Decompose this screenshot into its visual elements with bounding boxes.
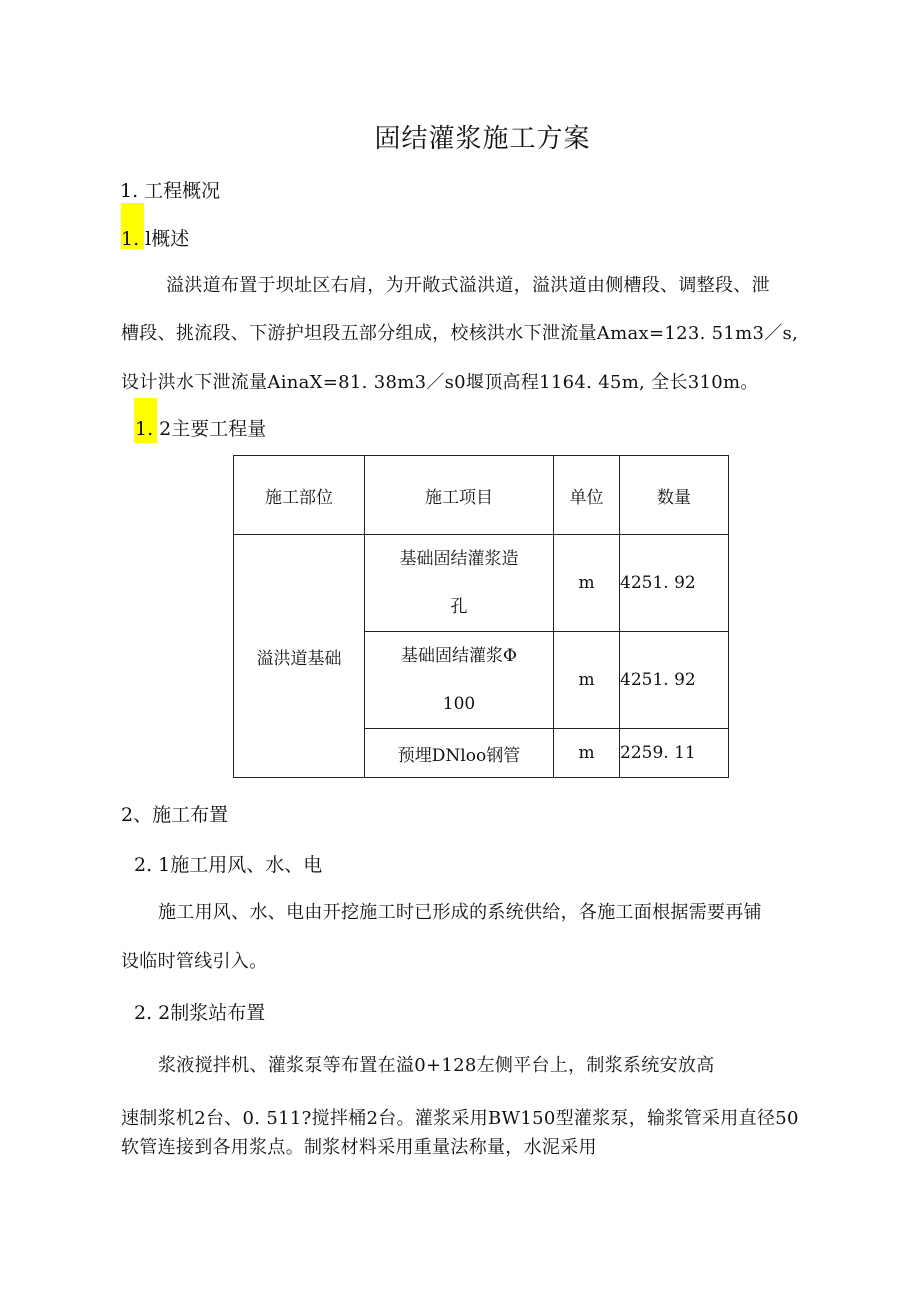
- overview-paragraph-line-1: 溢洪道布置于坝址区右肩，为开敞式溢洪道，溢洪道由侧槽段、调整段、泄: [166, 275, 770, 296]
- item-text-line: 基础固结灌浆造: [399, 549, 519, 569]
- quantity-cell: 2259. 11: [620, 729, 729, 778]
- mixing-station-paragraph-line-1: 浆液搅拌机、灌浆泵等布置在溢0+128左侧平台上，制浆系统安放高: [158, 1055, 715, 1076]
- quantities-table: [233, 455, 729, 778]
- construction-location-cell: 溢洪道基础: [234, 535, 365, 778]
- overview-paragraph-line-2: 槽段、挑流段、下游护坦段五部分组成，校核洪水下泄流量Amax=123. 51m3／s,: [121, 323, 799, 344]
- mixing-station-paragraph-line-2: 速制浆机2台、0. 511?搅拌桶2台。灌浆采用BW150型灌浆泵，输浆管采用直径50: [121, 1108, 799, 1129]
- utilities-paragraph-line-1: 施工用风、水、电由开挖施工时已形成的系统供给，各施工面根据需要再铺: [158, 902, 762, 923]
- table-header-cell: 施工部位: [234, 456, 365, 535]
- utilities-paragraph-line-2: 设临时管线引入。: [121, 951, 268, 972]
- item-cell: [365, 632, 554, 729]
- subsection-2-1-heading: 2. 1施工用风、水、电: [134, 854, 323, 876]
- table-header-row: [234, 456, 729, 535]
- unit-cell: m: [554, 535, 620, 632]
- item-cell: 预埋DNloo钢管: [365, 729, 554, 778]
- unit-cell: m: [554, 632, 620, 729]
- subsection-1-1-heading: 1. l概述: [121, 228, 190, 250]
- quantity-cell: 4251. 92: [620, 632, 729, 729]
- subsection-2-2-heading: 2. 2制浆站布置: [134, 1002, 266, 1024]
- quantity-cell: 4251. 92: [620, 535, 729, 632]
- table-row: [234, 535, 729, 632]
- table-header-cell: 数量: [620, 456, 729, 535]
- overview-paragraph-line-3: 设计洪水下泄流量AinaX=81. 38m3／s0堰顶高程1164. 45m, 全长310m。: [121, 372, 759, 393]
- table-header-cell: 单位: [554, 456, 620, 535]
- mixing-station-paragraph-line-3: 软管连接到各用浆点。制浆材料采用重量法称量，水泥采用: [121, 1137, 597, 1158]
- item-text-line: 孔: [450, 597, 468, 617]
- section-1-heading: 1. 工程概况: [120, 180, 221, 202]
- subsection-1-2-heading: 1. 2主要工程量: [135, 418, 267, 440]
- item-text-line: 基础固结灌浆Φ: [401, 646, 517, 666]
- document-title: 固结灌浆施工方案: [374, 124, 591, 154]
- item-cell: [365, 535, 554, 632]
- section-2-heading: 2、施工布置: [121, 804, 229, 826]
- table-header-cell: 施工项目: [365, 456, 554, 535]
- item-text-line: 100: [442, 694, 476, 714]
- unit-cell: m: [554, 729, 620, 778]
